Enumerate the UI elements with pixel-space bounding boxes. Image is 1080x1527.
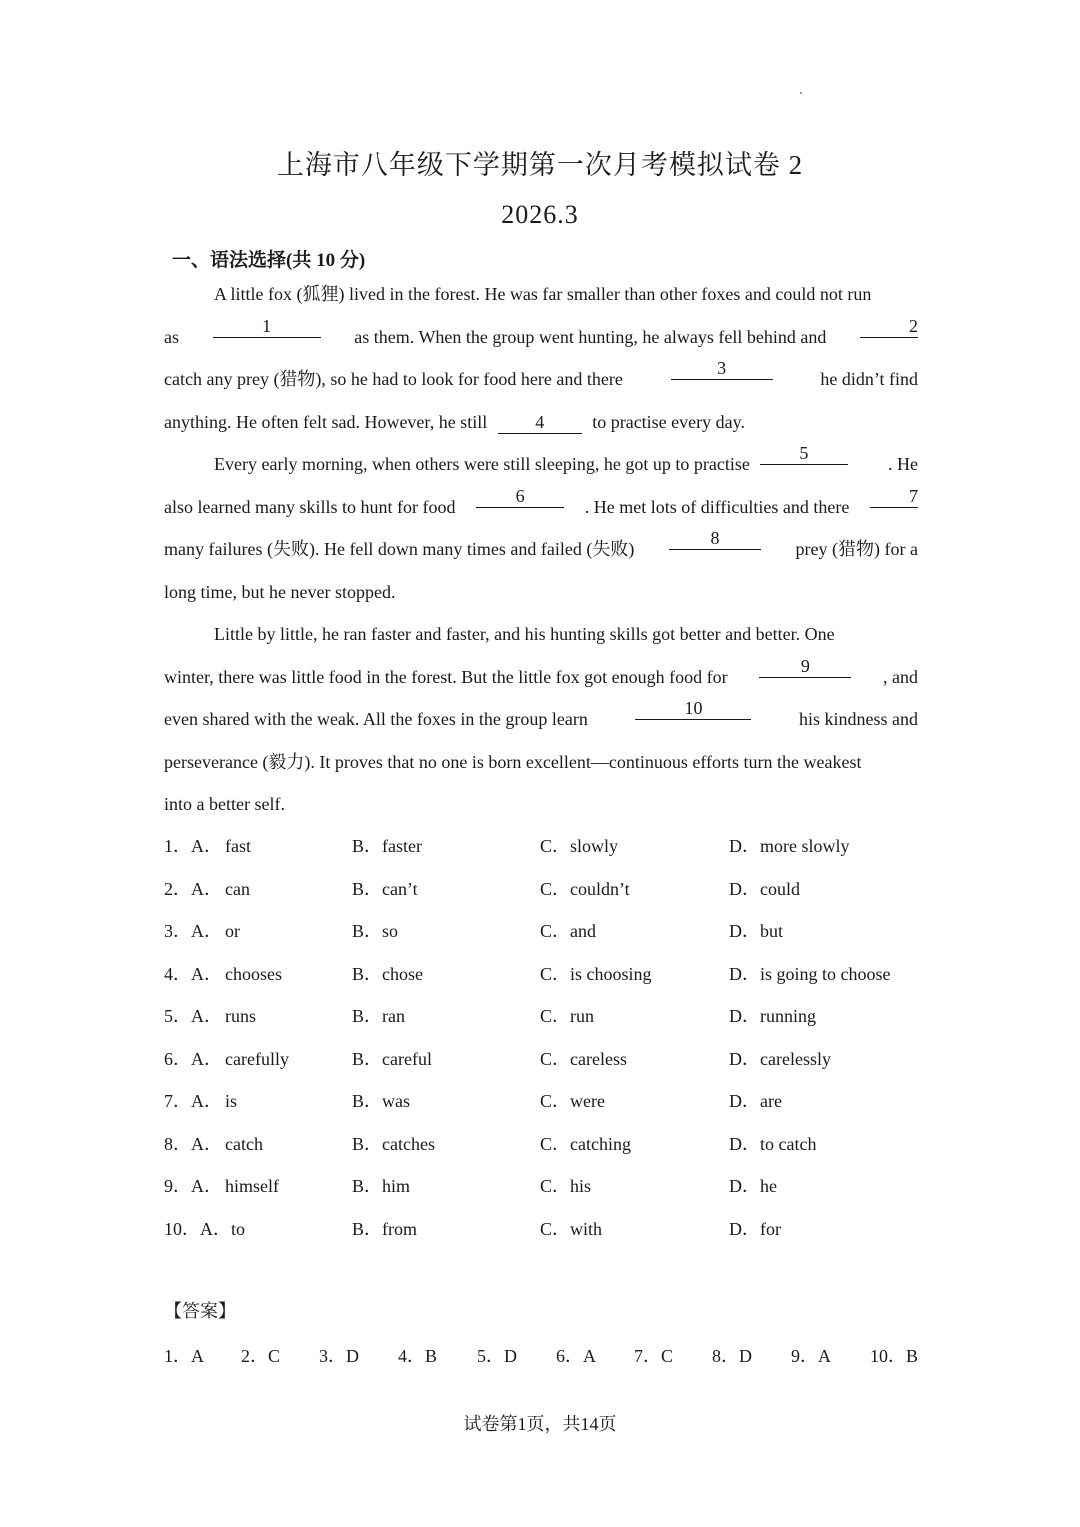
blank-3[interactable]: 3 <box>671 358 773 380</box>
paragraph-1 <box>164 273 918 443</box>
paragraph-3-line-1: Little by little, he ran faster and faster, and his hunting skills got better and better. One <box>214 624 835 644</box>
question-row <box>164 1170 924 1213</box>
option-a[interactable]: fast <box>225 836 251 856</box>
paragraph-1-line-1: A little fox (狐狸) lived in the forest. He was far smaller than other foxes and could not run <box>214 284 872 304</box>
option-b[interactable]: B．him <box>352 1176 411 1196</box>
option-c[interactable]: C．slowly <box>540 836 619 856</box>
answer-item: 4．B <box>398 1346 438 1366</box>
answer-item: 3．D <box>319 1346 359 1366</box>
option-d[interactable]: D．he <box>729 1176 777 1196</box>
question-number: 1．A． <box>164 836 222 856</box>
paragraph-2-line-1: Every early morning, when others were still sleeping, he got up to practise 5 . He <box>214 443 918 474</box>
option-a[interactable]: catch <box>225 1133 263 1154</box>
answer-item: 6．A <box>556 1346 596 1366</box>
question-number: 7．A． <box>164 1091 222 1111</box>
option-c[interactable]: C．run <box>540 1006 594 1026</box>
option-a[interactable]: to <box>231 1218 246 1239</box>
blank-2[interactable]: 2 <box>860 316 918 338</box>
paragraph-3-line-5: into a better self. <box>164 794 285 814</box>
question-row <box>164 1000 924 1043</box>
option-c[interactable]: C．with <box>540 1218 603 1239</box>
option-c[interactable]: C．couldn’t <box>540 878 630 899</box>
question-row <box>164 1085 924 1128</box>
option-b[interactable]: B．was <box>352 1091 410 1111</box>
blank-10[interactable]: 10 <box>635 698 751 720</box>
option-b[interactable]: B．chose <box>352 963 423 984</box>
blank-8[interactable]: 8 <box>669 528 761 550</box>
paragraph-3-line-4: perseverance (毅力). It proves that no one is born excellent—continuous efforts turn the weakest <box>164 751 862 772</box>
blank-5[interactable]: 5 <box>760 443 848 465</box>
paragraph-1-line-2: as 1 as them. When the group went hunting, he always fell behind and 2 <box>164 315 918 347</box>
option-b[interactable]: B．can’t <box>352 878 418 899</box>
option-a[interactable]: chooses <box>225 963 282 984</box>
page-title: 上海市八年级下学期第一次月考模拟试卷 2 <box>276 150 804 180</box>
answer-key <box>164 1342 924 1372</box>
paragraph-1-line-4: anything. He often felt sad. However, he still 4 to practise every day. <box>164 411 745 432</box>
blank-6[interactable]: 6 <box>476 486 564 508</box>
question-number: 6．A． <box>164 1048 222 1069</box>
question-row <box>164 958 924 1001</box>
option-a[interactable]: is <box>225 1091 238 1111</box>
option-b[interactable]: B．so <box>352 921 399 941</box>
option-b[interactable]: B．careful <box>352 1048 432 1069</box>
option-d[interactable]: D．for <box>729 1218 781 1239</box>
option-c[interactable]: C．and <box>540 921 596 941</box>
option-c[interactable]: C．were <box>540 1091 605 1111</box>
option-d[interactable]: D．is going to choose <box>729 963 891 984</box>
option-a[interactable]: carefully <box>225 1048 289 1069</box>
option-a[interactable]: can <box>225 878 250 899</box>
page-footer: 试卷第1页，共14页 <box>463 1414 617 1434</box>
paragraph-3 <box>164 613 918 826</box>
option-d[interactable]: D．are <box>729 1091 782 1111</box>
answer-item: 1．A <box>164 1346 204 1366</box>
answer-item: 5．D <box>477 1346 517 1366</box>
paragraph-3-line-3: even shared with the weak. All the foxes in the group learn 10 his kindness and <box>164 698 918 729</box>
option-b[interactable]: B．ran <box>352 1006 405 1026</box>
question-number: 3．A． <box>164 921 222 941</box>
paragraph-2 <box>164 443 918 613</box>
question-number: 4．A． <box>164 963 222 984</box>
question-number: 8．A． <box>164 1133 222 1154</box>
option-b[interactable]: B．from <box>352 1218 417 1239</box>
section-heading: 一、语法选择(共 10 分) <box>172 250 366 271</box>
option-b[interactable]: B．catches <box>352 1133 435 1154</box>
blank-7[interactable]: 7 <box>870 486 918 508</box>
question-number: 10．A． <box>164 1218 231 1239</box>
option-a[interactable]: or <box>225 921 240 941</box>
option-a[interactable]: runs <box>225 1006 256 1026</box>
option-a[interactable]: himself <box>225 1176 279 1196</box>
question-row <box>164 1043 924 1086</box>
option-b[interactable]: B．faster <box>352 836 422 856</box>
question-row <box>164 873 924 916</box>
question-number: 2．A． <box>164 878 222 899</box>
paragraph-3-line-2: winter, there was little food in the forest. But the little fox got enough food for 9 , and <box>164 655 918 687</box>
paragraph-1-line-3: catch any prey (猎物), so he had to look for food here and there 3 he didn’t find <box>164 358 918 389</box>
option-c[interactable]: C．catching <box>540 1133 631 1154</box>
answer-item: 7．C <box>634 1346 674 1366</box>
exam-date: 2026.3 <box>501 200 579 229</box>
option-d[interactable]: D．but <box>729 921 783 941</box>
blank-1[interactable]: 1 <box>213 316 321 338</box>
paragraph-2-line-4: long time, but he never stopped. <box>164 581 396 602</box>
answer-item: 2．C <box>241 1346 281 1366</box>
answer-heading: 【答案】 <box>164 1301 236 1321</box>
question-row <box>164 830 924 873</box>
answer-item: 10．B <box>870 1346 919 1366</box>
option-d[interactable]: D．more slowly <box>729 836 850 856</box>
answer-item: 8．D <box>712 1346 752 1366</box>
option-d[interactable]: D．to catch <box>729 1133 817 1154</box>
question-options <box>164 830 924 1255</box>
option-d[interactable]: D．could <box>729 878 800 899</box>
question-row <box>164 1128 924 1171</box>
question-row <box>164 1213 924 1256</box>
option-c[interactable]: C．his <box>540 1176 592 1196</box>
paragraph-2-line-3: many failures (失败). He fell down many times and failed (失败) 8 prey (猎物) for a <box>164 528 918 559</box>
option-d[interactable]: D．carelessly <box>729 1048 831 1069</box>
option-d[interactable]: D．running <box>729 1006 816 1026</box>
question-number: 9．A． <box>164 1176 222 1196</box>
answer-item: 9．A <box>791 1346 831 1366</box>
question-row <box>164 915 924 958</box>
option-c[interactable]: C．is choosing <box>540 963 652 984</box>
scan-dot <box>800 92 802 94</box>
blank-9[interactable]: 9 <box>759 656 851 678</box>
blank-4[interactable]: 4 <box>498 412 582 434</box>
option-c[interactable]: C．careless <box>540 1048 627 1069</box>
question-number: 5．A． <box>164 1006 222 1026</box>
paragraph-2-line-2: also learned many skills to hunt for food 6 . He met lots of difficulties and there 7 <box>164 485 918 517</box>
